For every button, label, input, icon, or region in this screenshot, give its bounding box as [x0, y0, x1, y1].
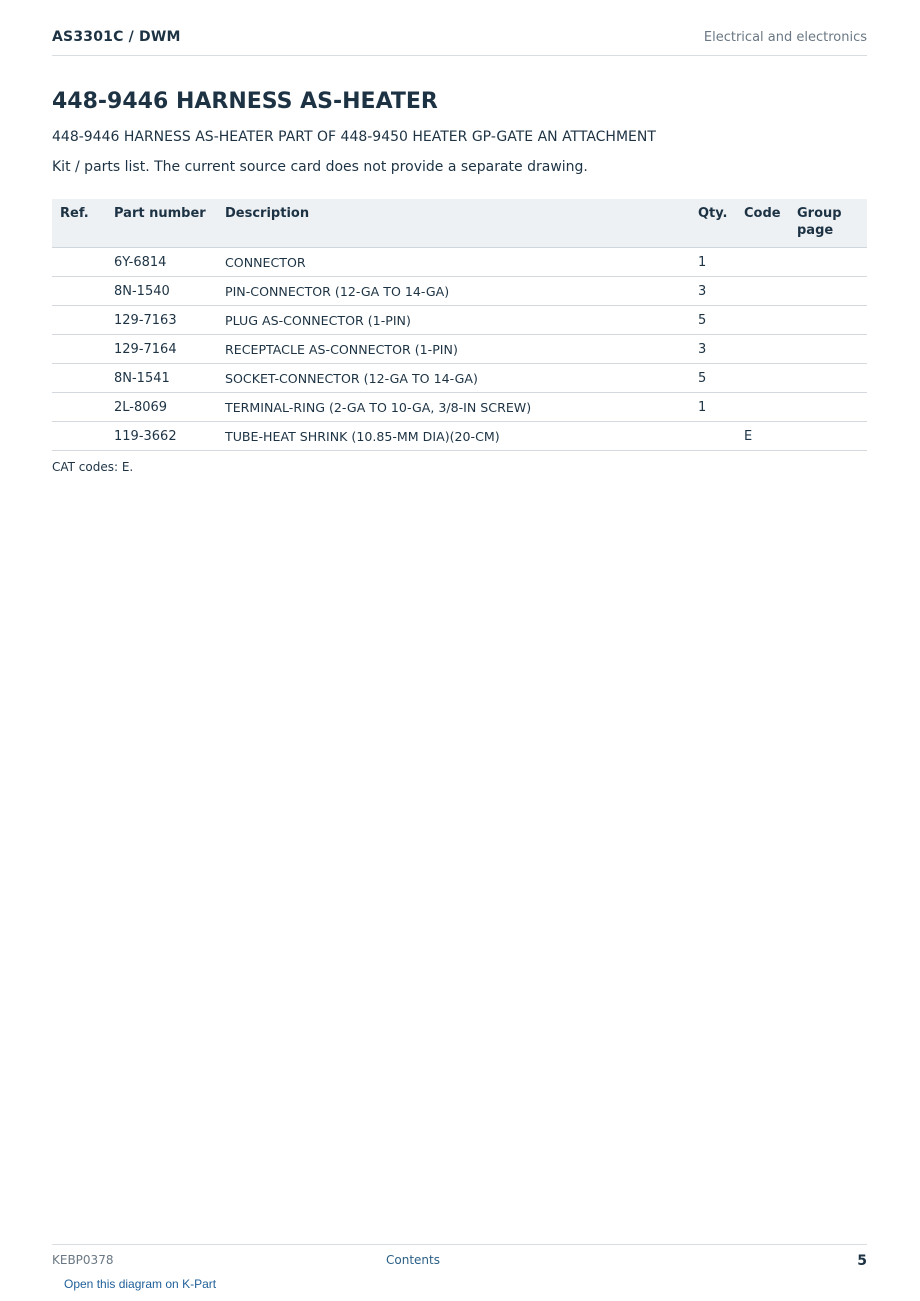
cell-description: PLUG AS-CONNECTOR (1-PIN) — [217, 306, 690, 335]
cell-code — [736, 248, 789, 277]
cell-group-page — [789, 248, 867, 277]
page-number: 5 — [857, 1253, 867, 1269]
cell-description: TERMINAL-RING (2-GA TO 10-GA, 3/8-IN SCREW) — [217, 393, 690, 422]
col-header-group-page: Group page — [789, 199, 867, 248]
cell-part-number: 8N-1541 — [106, 364, 217, 393]
cell-group-page — [789, 335, 867, 364]
page-title: 448-9446 HARNESS AS-HEATER — [52, 89, 438, 114]
cell-part-number: 119-3662 — [106, 422, 217, 451]
page-subtitle: 448-9446 HARNESS AS-HEATER PART OF 448-9450 HEATER GP-GATE AN ATTACHMENT — [52, 129, 656, 145]
cell-code — [736, 306, 789, 335]
cell-part-number: 8N-1540 — [106, 277, 217, 306]
document-id: KEBP0378 — [52, 1253, 114, 1267]
cell-code — [736, 393, 789, 422]
cell-part-number: 2L-8069 — [106, 393, 217, 422]
cell-qty: 1 — [690, 248, 736, 277]
cell-description: CONNECTOR — [217, 248, 690, 277]
drawing-note: Kit / parts list. The current source card does not provide a separate drawing. — [52, 159, 588, 175]
section-label: Electrical and electronics — [703, 30, 867, 45]
col-header-code: Code — [736, 199, 789, 248]
table-row — [52, 364, 867, 393]
model-breadcrumb: AS3301C / DWM — [52, 29, 181, 45]
cell-description: TUBE-HEAT SHRINK (10.85-MM DIA)(20-CM) — [217, 422, 690, 451]
cell-part-number: 129-7163 — [106, 306, 217, 335]
col-header-description: Description — [217, 199, 690, 248]
cell-group-page — [789, 277, 867, 306]
cell-code — [736, 364, 789, 393]
cell-qty: 3 — [690, 277, 736, 306]
cell-group-page — [789, 422, 867, 451]
table-row — [52, 335, 867, 364]
table-row — [52, 393, 867, 422]
col-header-ref: Ref. — [52, 199, 106, 248]
cell-ref — [52, 277, 106, 306]
table-row — [52, 248, 867, 277]
cell-part-number: 6Y-6814 — [106, 248, 217, 277]
cell-code — [736, 335, 789, 364]
col-header-qty: Qty. — [690, 199, 736, 248]
cell-group-page — [789, 306, 867, 335]
cell-description: RECEPTACLE AS-CONNECTOR (1-PIN) — [217, 335, 690, 364]
parts-table-body — [52, 248, 867, 451]
cell-qty: 1 — [690, 393, 736, 422]
cell-ref — [52, 248, 106, 277]
table-row — [52, 422, 867, 451]
cell-ref — [52, 306, 106, 335]
page-footer — [52, 1244, 867, 1301]
cell-code — [736, 277, 789, 306]
cell-ref — [52, 335, 106, 364]
cell-group-page — [789, 393, 867, 422]
parts-table-header — [52, 199, 867, 248]
cell-description: PIN-CONNECTOR (12-GA TO 14-GA) — [217, 277, 690, 306]
cell-group-page — [789, 364, 867, 393]
open-on-kpart-link[interactable]: Open this diagram on K-Part — [64, 1277, 217, 1291]
cell-part-number: 129-7164 — [106, 335, 217, 364]
cell-description: SOCKET-CONNECTOR (12-GA TO 14-GA) — [217, 364, 690, 393]
contents-link[interactable]: Contents — [386, 1253, 440, 1267]
cell-qty: 5 — [690, 306, 736, 335]
page-header — [52, 0, 867, 56]
cell-qty — [690, 422, 736, 451]
parts-table — [52, 199, 867, 451]
table-row — [52, 306, 867, 335]
cell-ref — [52, 393, 106, 422]
cell-qty: 5 — [690, 364, 736, 393]
cell-qty: 3 — [690, 335, 736, 364]
cell-code: E — [736, 422, 789, 451]
col-header-part-number: Part number — [106, 199, 217, 248]
cell-ref — [52, 422, 106, 451]
cat-codes-note: CAT codes: E. — [52, 460, 134, 474]
cell-ref — [52, 364, 106, 393]
table-row — [52, 277, 867, 306]
